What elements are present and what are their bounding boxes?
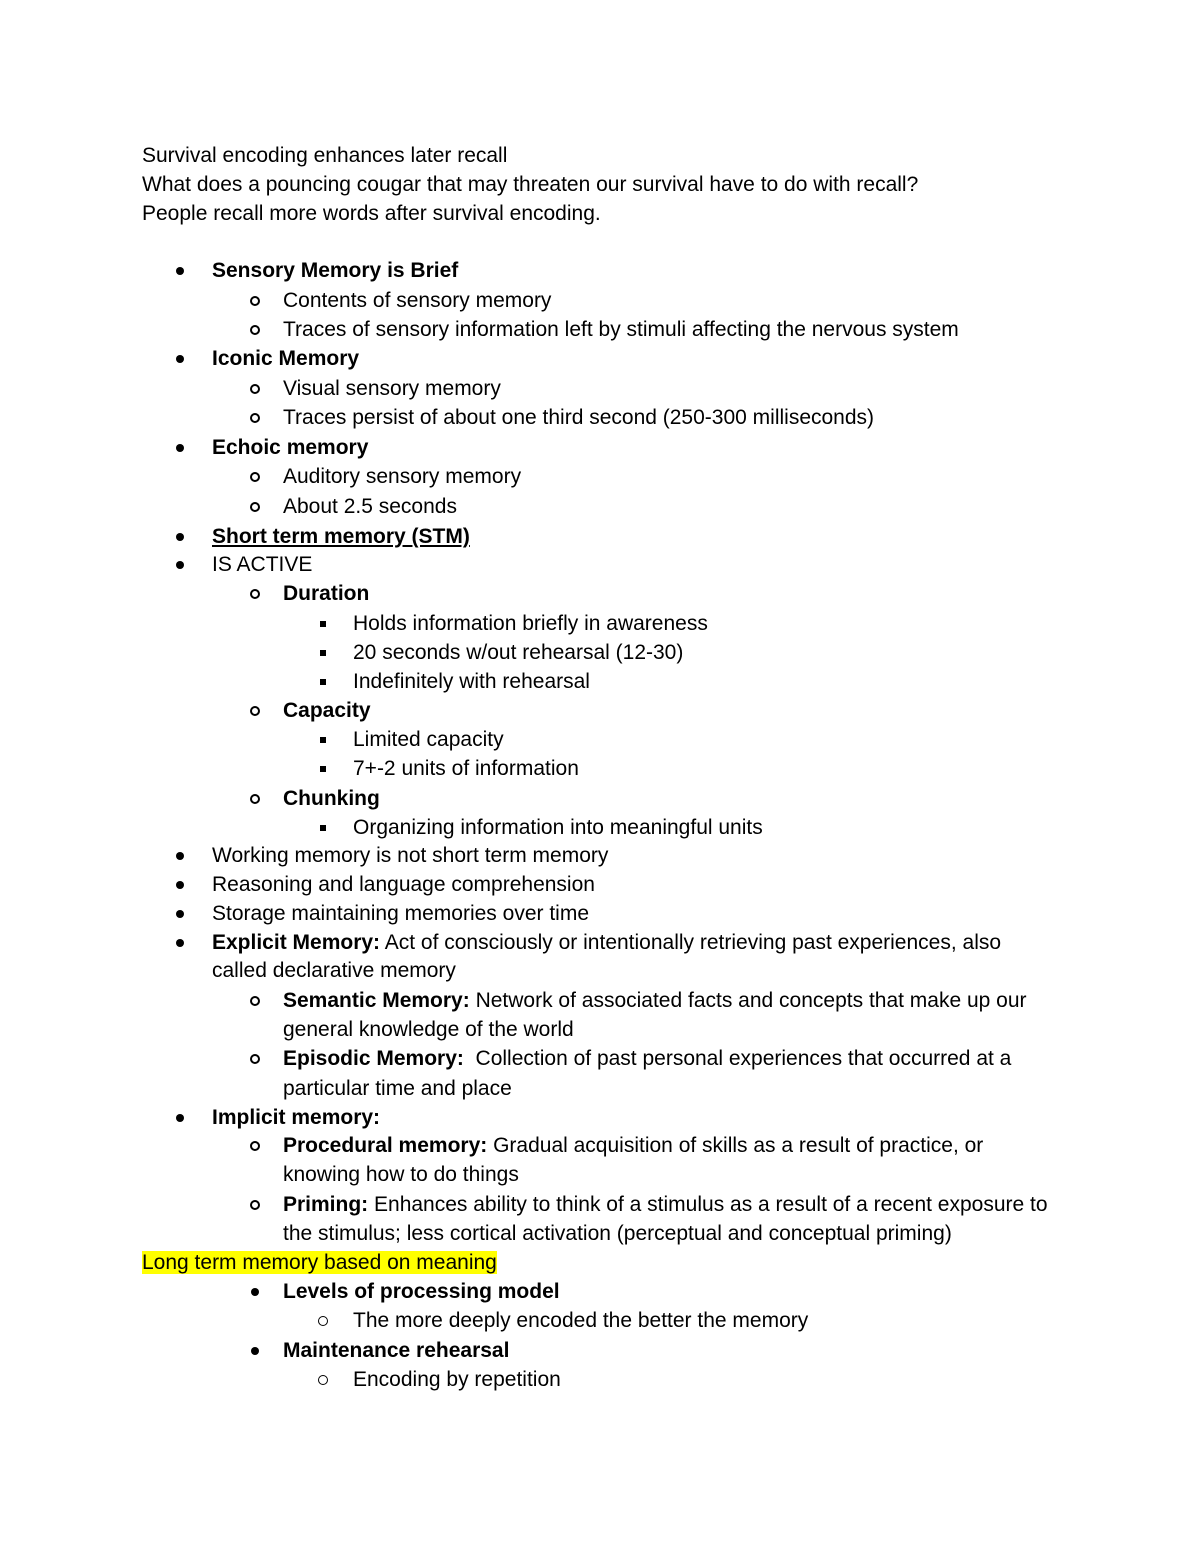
bullet-square xyxy=(316,726,330,754)
explicit-def: Act of consciously or intentionally retrieving past experiences, also xyxy=(380,931,1002,954)
episodic-def: Collection of past personal experiences that occurred at a xyxy=(463,1047,1012,1070)
item-levels-deep: The more deeply encoded the better the memory xyxy=(353,1309,809,1332)
bullet-square xyxy=(316,639,330,667)
bullet-circle xyxy=(248,1191,262,1219)
item-chunking-1: Organizing information into meaningful units xyxy=(353,816,763,839)
bullet-circle xyxy=(248,1132,262,1160)
item-sensory-traces: Traces of sensory information left by stimuli affecting the nervous system xyxy=(283,318,959,341)
item-semantic-memory-cont: general knowledge of the world xyxy=(283,1018,574,1041)
item-explicit-memory-cont: called declarative memory xyxy=(212,959,456,982)
explicit-term: Explicit Memory: xyxy=(212,931,381,954)
bullet-square xyxy=(316,668,330,696)
item-duration-3: Indefinitely with rehearsal xyxy=(353,670,590,693)
bullet-square xyxy=(316,755,330,783)
item-stm: Short term memory (STM) xyxy=(212,525,470,548)
item-priming xyxy=(283,1191,1048,1219)
bullet-disc xyxy=(173,523,187,551)
item-procedural-memory-cont: knowing how to do things xyxy=(283,1163,519,1186)
semantic-term: Semantic Memory: xyxy=(283,989,470,1012)
item-capacity-1: Limited capacity xyxy=(353,728,504,751)
bullet-disc xyxy=(173,1104,187,1132)
item-capacity: Capacity xyxy=(283,699,371,722)
item-explicit-memory xyxy=(212,929,1001,957)
bullet-circle xyxy=(248,1045,262,1073)
item-levels-model: Levels of processing model xyxy=(283,1280,560,1303)
bullet-circle xyxy=(248,287,262,315)
item-maintenance: Maintenance rehearsal xyxy=(283,1339,510,1362)
bullet-circle xyxy=(248,493,262,521)
bullet-circle xyxy=(248,785,262,813)
item-echoic-memory: Echoic memory xyxy=(212,436,369,459)
bullet-square xyxy=(316,610,330,638)
bullet-disc xyxy=(173,871,187,899)
bullet-circle xyxy=(248,463,262,491)
item-capacity-2: 7+-2 units of information xyxy=(353,757,579,780)
procedural-def: Gradual acquisition of skills as a result of practice, or xyxy=(487,1134,984,1157)
bullet-square xyxy=(316,814,330,842)
bullet-disc xyxy=(173,551,187,579)
item-priming-cont: the stimulus; less cortical activation (perceptual and conceptual priming) xyxy=(283,1222,952,1245)
item-is-active: IS ACTIVE xyxy=(212,553,313,576)
item-sensory-memory: Sensory Memory is Brief xyxy=(212,259,459,282)
intro-line-3: People recall more words after survival encoding. xyxy=(142,202,601,225)
item-reasoning: Reasoning and language comprehension xyxy=(212,873,595,896)
item-duration-2: 20 seconds w/out rehearsal (12-30) xyxy=(353,641,684,664)
bullet-disc xyxy=(173,257,187,285)
bullet-disc xyxy=(248,1278,262,1306)
bullet-circle-thin xyxy=(316,1366,330,1394)
bullet-disc xyxy=(173,842,187,870)
item-echoic-auditory: Auditory sensory memory xyxy=(283,465,522,488)
bullet-circle xyxy=(248,316,262,344)
item-episodic-memory-cont: particular time and place xyxy=(283,1077,512,1100)
bullet-circle xyxy=(248,375,262,403)
episodic-term: Episodic Memory: xyxy=(283,1047,464,1070)
bullet-disc xyxy=(173,434,187,462)
item-iconic-visual: Visual sensory memory xyxy=(283,377,501,400)
procedural-term: Procedural memory: xyxy=(283,1134,488,1157)
ltm-heading xyxy=(142,1249,497,1277)
item-duration-1: Holds information briefly in awareness xyxy=(353,612,708,635)
priming-def: Enhances ability to think of a stimulus as a result of a recent exposure to xyxy=(368,1193,1048,1216)
intro-line-1: Survival encoding enhances later recall xyxy=(142,144,508,167)
bullet-disc xyxy=(173,929,187,957)
bullet-circle xyxy=(248,987,262,1015)
bullet-disc xyxy=(248,1337,262,1365)
item-iconic-memory: Iconic Memory xyxy=(212,347,360,370)
item-maintenance-repetition: Encoding by repetition xyxy=(353,1368,561,1391)
item-sensory-contents: Contents of sensory memory xyxy=(283,289,552,312)
item-iconic-traces: Traces persist of about one third second (250-300 milliseconds) xyxy=(283,406,875,429)
bullet-circle xyxy=(248,404,262,432)
bullet-circle xyxy=(248,580,262,608)
item-implicit-memory: Implicit memory: xyxy=(212,1106,381,1129)
bullet-disc xyxy=(173,900,187,928)
semantic-def: Network of associated facts and concepts that make up our xyxy=(469,989,1027,1012)
item-episodic-memory xyxy=(283,1045,1011,1073)
item-chunking: Chunking xyxy=(283,787,380,810)
item-procedural-memory xyxy=(283,1132,983,1160)
ltm-heading-highlight: Long term memory based on meaning xyxy=(142,1251,497,1274)
priming-term: Priming: xyxy=(283,1193,369,1216)
bullet-circle xyxy=(248,697,262,725)
item-storage: Storage maintaining memories over time xyxy=(212,902,589,925)
item-echoic-duration: About 2.5 seconds xyxy=(283,495,457,518)
bullet-disc xyxy=(173,345,187,373)
bullet-circle-thin xyxy=(316,1307,330,1335)
intro-line-2: What does a pouncing cougar that may threaten our survival have to do with recall? xyxy=(142,173,919,196)
item-working-memory: Working memory is not short term memory xyxy=(212,844,609,867)
item-semantic-memory xyxy=(283,987,1027,1015)
item-duration: Duration xyxy=(283,582,370,605)
